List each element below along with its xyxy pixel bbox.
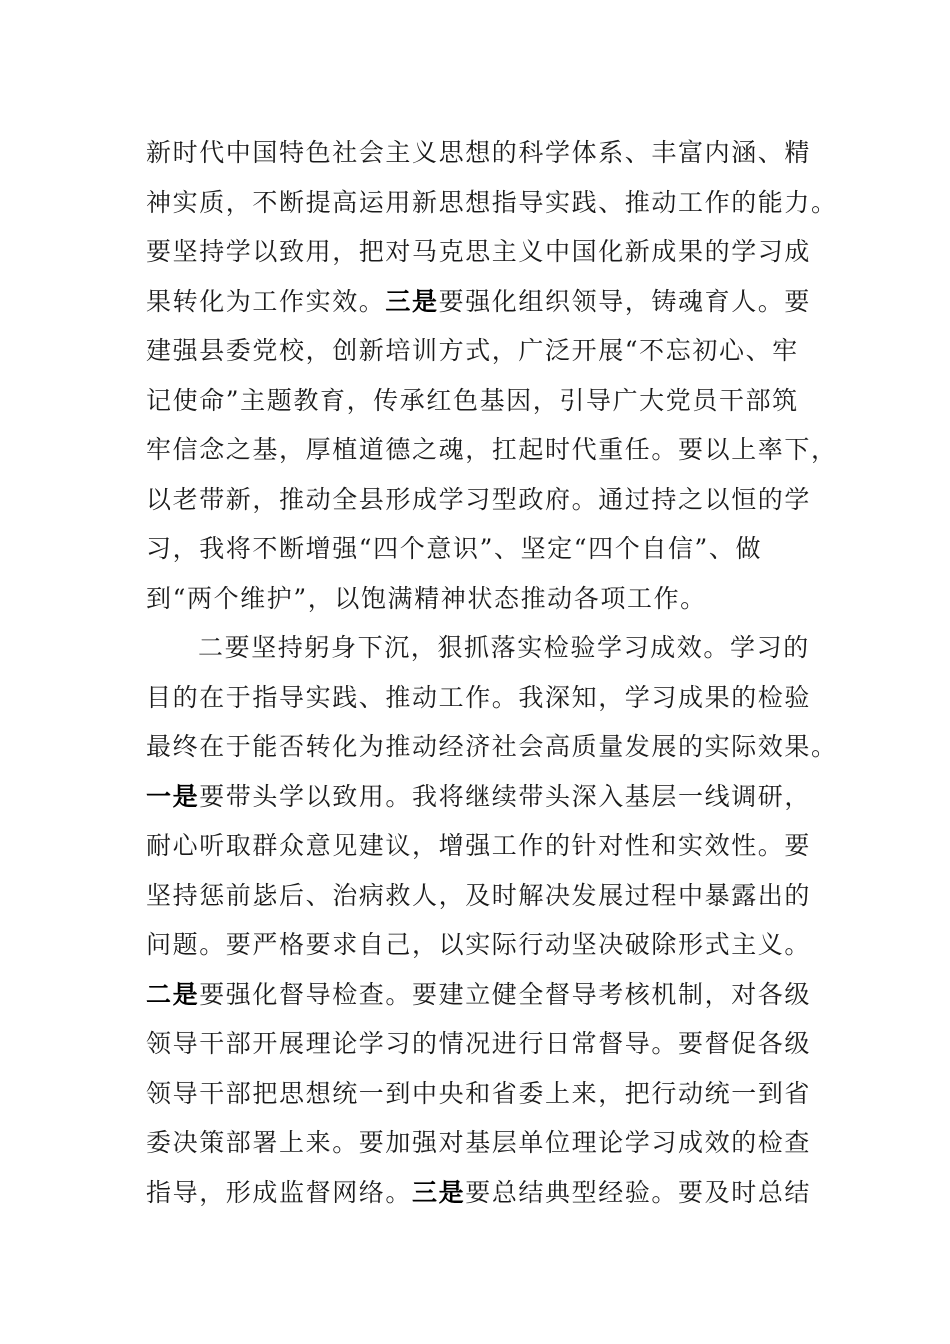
paragraph-start-line: 二要坚持躬身下沉，狠抓落实检验学习成效。学习的 [198,633,810,662]
text-line: 神实质，不断提高运用新思想指导实践、推动工作的能力。 [146,187,838,217]
text-line: 习，我将不断增强“四个意识”、坚定“四个自信”、做 [146,534,763,563]
body-text [146,128,838,1217]
emphasis-marker: 三是 [385,286,439,316]
text-line: 牢信念之基，厚植道德之魂，扛起时代重任。要以上率下， [146,435,838,464]
text-segment: 要强化组织领导，铸魂育人。要 [438,286,812,316]
text-line: 以老带新，推动全县形成学习型政府。通过持之以恒的学 [146,484,812,514]
text-line: 委决策部署上来。要加强对基层单位理论学习成效的检查 [146,1128,812,1157]
text-segment: 指导，形成监督网络。 [146,1177,413,1207]
text-line: 建强县委党校，创新培训方式，广泛开展“不忘初心、牢 [146,336,799,365]
emphasis-marker: 一是 [146,781,200,811]
text-line [146,277,812,327]
text-line: 问题。要严格要求自己，以实际行动坚决破除形式主义。 [146,930,812,959]
emphasis-marker: 二是 [146,979,200,1009]
text-segment: 要总结典型经验。要及时总结 [465,1177,812,1207]
text-line: 最终在于能否转化为推动经济社会高质量发展的实际效果。 [146,732,838,761]
text-line: 新时代中国特色社会主义思想的科学体系、丰富内涵、精 [146,138,812,167]
emphasis-marker: 三是 [412,1177,466,1207]
text-line [146,1168,812,1218]
text-line: 领导干部开展理论学习的情况进行日常督导。要督促各级 [146,1029,812,1058]
text-line: 要坚持学以致用，把对马克思主义中国化新成果的学习成 [146,237,812,266]
text-line: 记使命”主题教育，传承红色基因，引导广大党员干部筑 [146,385,799,415]
text-line: 到“两个维护”，以饱满精神状态推动各项工作。 [146,583,707,613]
text-line [146,772,812,822]
text-segment: 要强化督导检查。要建立健全督导考核机制，对各级 [199,979,812,1009]
text-segment: 果转化为工作实效。 [146,286,386,316]
text-line: 领导干部把思想统一到中央和省委上来，把行动统一到省 [146,1078,812,1108]
text-line: 坚持惩前毖后、治病救人，及时解决发展过程中暴露出的 [146,880,812,910]
text-segment: 要带头学以致用。我将继续带头深入基层一线调研， [199,781,812,811]
text-line: 耐心听取群众意见建议，增强工作的针对性和实效性。要 [146,831,812,860]
text-line [146,970,812,1020]
text-line: 目的在于指导实践、推动工作。我深知，学习成果的检验 [146,682,812,712]
